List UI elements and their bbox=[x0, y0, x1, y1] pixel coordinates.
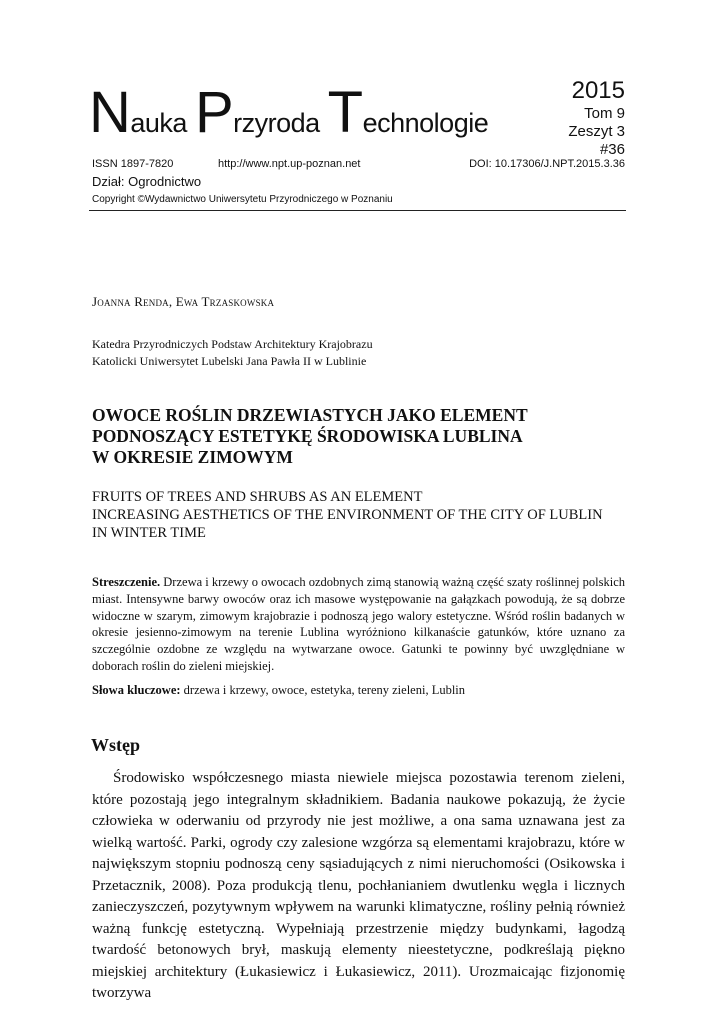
journal-title-initial-1: N bbox=[89, 80, 131, 145]
journal-number: #36 bbox=[599, 141, 625, 158]
affiliation-department: Katedra Przyrodniczych Podstaw Architektury Krajobrazu bbox=[92, 337, 373, 351]
journal-url[interactable]: http://www.npt.up-poznan.net bbox=[218, 158, 361, 170]
article-title-english bbox=[92, 488, 637, 542]
title-en-line: FRUITS OF TREES AND SHRUBS AS AN ELEMENT bbox=[92, 489, 423, 505]
keywords-text: drzewa i krzewy, owoce, estetyka, tereny zieleni, Lublin bbox=[183, 683, 466, 697]
copyright-notice: Copyright ©Wydawnictwo Uniwersytetu Przyrodniczego w Poznaniu bbox=[92, 194, 393, 205]
issn: ISSN 1897-7820 bbox=[92, 158, 174, 170]
keywords bbox=[92, 683, 625, 698]
affiliation-university: Katolicki Uniwersytet Lubelski Jana Pawła II w Lublinie bbox=[92, 354, 367, 368]
issue-info bbox=[568, 77, 625, 159]
keywords-label: Słowa kluczowe: bbox=[92, 683, 181, 697]
journal-year: 2015 bbox=[571, 77, 625, 104]
abstract bbox=[92, 574, 625, 675]
journal-section: Dział: Ogrodnictwo bbox=[92, 174, 202, 189]
title-en-line: INCREASING AESTHETICS OF THE ENVIRONMENT OF THE CITY OF LUBLIN bbox=[92, 507, 603, 523]
journal-title bbox=[89, 80, 489, 145]
title-pl-line: W OKRESIE ZIMOWYM bbox=[92, 447, 293, 467]
article-title-polish bbox=[92, 405, 632, 468]
doi: DOI: 10.17306/J.NPT.2015.3.36 bbox=[469, 158, 625, 170]
title-en-line: IN WINTER TIME bbox=[92, 525, 206, 541]
article-authors: Joanna Renda, Ewa Trzaskowska bbox=[92, 294, 275, 309]
journal-title-initial-2: P bbox=[194, 80, 234, 145]
title-pl-line: OWOCE ROŚLIN DRZEWIASTYCH JAKO ELEMENT bbox=[92, 405, 528, 425]
title-pl-line: PODNOSZĄCY ESTETYKĘ ŚRODOWISKA LUBLINA bbox=[92, 426, 523, 446]
journal-title-initial-3: T bbox=[327, 80, 363, 145]
journal-volume: Tom 9 bbox=[584, 105, 625, 122]
journal-title-word-3: echnologie bbox=[362, 108, 489, 138]
journal-title-word-2: rzyroda bbox=[233, 108, 320, 138]
abstract-text: Drzewa i krzewy o owocach ozdobnych zimą stanowią ważną część szaty roślinnej polskich miast. Intensywne barwy owoców oraz ich masowe występowanie na gałązkach powodują, że są dobrze widoczne w szarym, zimowym krajobrazie i podnoszą jego walory estetyczne. Wśród roślin badanych w okresie jesienno-zimowym na terenie Lublina wyróżniono kilkanaście gatunków, które uznano za szczególnie ozdobne ze względu na wytwarzane owoce. Gatunki te powinny być uwzględniane w doborach roślin do zieleni miejskiej. bbox=[92, 575, 625, 673]
section-heading-introduction: Wstęp bbox=[91, 735, 140, 755]
journal-title-word-1: auka bbox=[130, 108, 187, 138]
header-divider bbox=[89, 210, 626, 211]
abstract-label: Streszczenie. bbox=[92, 575, 161, 589]
journal-issue: Zeszyt 3 bbox=[568, 123, 625, 140]
intro-paragraph: Środowisko współczesnego miasta niewiele miejsca pozostawia terenom zieleni, które pozostają jego integralnym składnikiem. Badania naukowe pokazują, że życie człowieka w oderwaniu od przyrody nie jest możliwe, a ona sama uznawana jest za wielką wartość. Parki, ogrody czy zalesione wzgórza są elementami krajobrazu, które w największym stopniu podnoszą ceny sąsiadujących z nimi nieruchomości (Osikowska i Przetacznik, 2008). Poza produkcją tlenu, pochłanianiem dwutlenku węgla i licznych zanieczyszczeń, pozytywnym wpływem na warunki klimatyczne, rośliny pełnią również ważną funkcję estetyczną. Wypełniają przestrzenie między budynkami, łagodzą twardość betonowych brył, maskują elementy nieestetyczne, podkreślają piękno miejskiej architektury (Łukasiewicz i Łukasiewicz, 2011). Urozmaicając fizjonomię tworzywa bbox=[92, 770, 625, 1001]
